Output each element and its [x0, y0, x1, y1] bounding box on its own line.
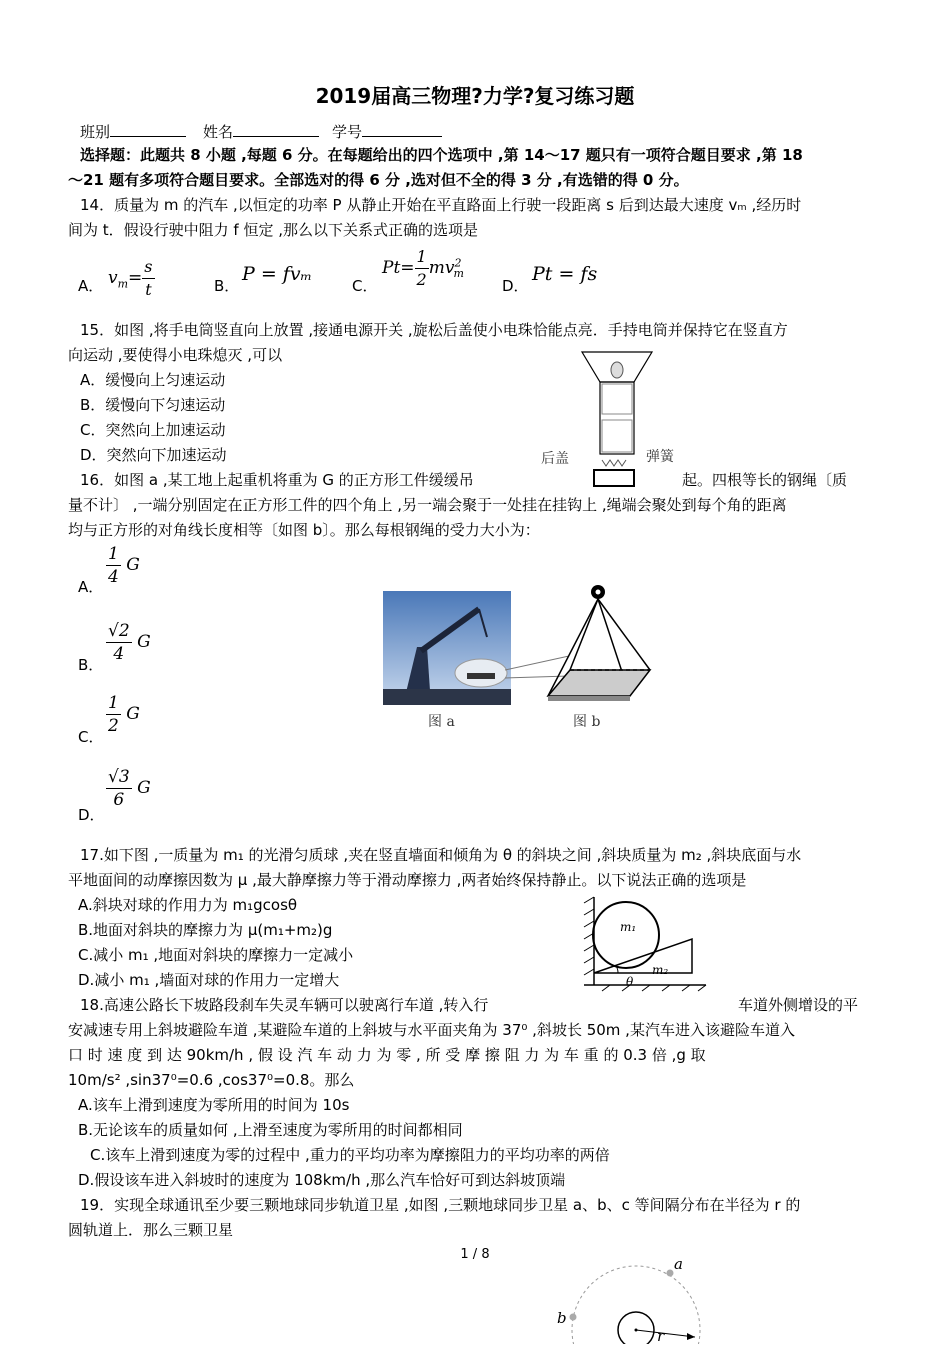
- flashlight-body: [600, 382, 634, 454]
- spring-label: 弹簧: [646, 449, 674, 465]
- q16-option-b-label[interactable]: B．: [78, 656, 104, 674]
- earth-icon: [618, 1312, 654, 1344]
- name-field[interactable]: [203, 122, 319, 142]
- q14-text-line-2: 间为 t．假设行驶中阻力 f 恒定 ,那么以下关系式正确的选项是: [68, 221, 479, 239]
- class-label: 班别: [80, 123, 111, 141]
- q16-b-den: 4: [113, 644, 125, 664]
- q18-option-a[interactable]: A.该车上滑到速度为零所用的时间为 10s: [78, 1096, 350, 1114]
- q16-option-c-label[interactable]: C．: [78, 728, 104, 746]
- battery-2: [602, 420, 632, 452]
- q16-text-line-1b: 起。四根等长的钢绳〔质: [682, 471, 848, 489]
- q15-text-line-2: 向运动 ,要使得小电珠熄灭 ,可以: [68, 346, 283, 364]
- q14-option-a-label[interactable]: A．: [78, 277, 104, 295]
- q17-text-line-2: 平地面间的动摩擦因数为 μ ,最大静摩擦力等于滑动摩擦力 ,两者始终保持静止。以下说法正确的选项是: [68, 871, 747, 889]
- q16-text-line-3: 均与正方形的对角线长度相等〔如图 b〕。那么每根钢绳的受力大小为：: [68, 521, 540, 539]
- q18-text-line-1a: 18.高速公路长下坡路段刹车失灵车辆可以驶离行车道 ,转入行: [80, 996, 489, 1014]
- q14-option-a-formula: $v_m=$ $\frac{s}{t}$: [108, 257, 153, 299]
- q14-option-d-formula: Pt = fs: [532, 263, 598, 285]
- q17-option-c[interactable]: C.减小 m₁ ,地面对斜块的摩擦力一定减小: [78, 946, 354, 964]
- q16-option-b-formula: [106, 620, 151, 665]
- q16-c-den: 2: [108, 716, 119, 736]
- q17-text-line-1: 17.如下图 ,一质量为 m₁ 的光滑匀质球 ,夹在竖直墙面和倾角为 θ 的斜块之间 ,斜块质量为 m₂ ,斜块底面与水: [80, 846, 802, 864]
- q16-option-a-label[interactable]: A．: [78, 578, 104, 596]
- fig-b-label: 图 b: [573, 714, 601, 730]
- satellite-a-label: a: [674, 1255, 683, 1273]
- crane-photo: [383, 591, 511, 705]
- student-id-field[interactable]: [332, 122, 442, 142]
- radius-label: r: [657, 1327, 665, 1345]
- q14-option-d-label[interactable]: D．: [502, 277, 529, 295]
- q18-text-line-1b: 车道外侧增设的平: [738, 996, 859, 1014]
- m1-label: m₁: [620, 920, 637, 934]
- q15-option-c[interactable]: C．突然向上加速运动: [80, 421, 226, 439]
- back-cover-label: 后盖: [541, 451, 569, 467]
- q19-text-line-2: 圆轨道上．那么三颗卫星: [68, 1221, 234, 1239]
- q14-text-line-1: 14．质量为 m 的汽车 ,以恒定的功率 P 从静止开始在平直路面上行驶一段距离 s 后到达最大速度 vₘ ,经历时: [80, 196, 802, 214]
- class-blank: [110, 122, 186, 137]
- q16-b-g: G: [137, 632, 151, 652]
- flashlight-figure: [580, 348, 660, 490]
- satellite-orbit-figure: [560, 1255, 710, 1344]
- q15-option-b[interactable]: B．缓慢向下匀速运动: [80, 396, 226, 414]
- page-title: 2019届高三物理?力学?复习练习题: [315, 84, 635, 108]
- q14-option-b-label[interactable]: B．: [214, 277, 240, 295]
- rope-pyramid-figure: [540, 582, 660, 708]
- ball-incline-figure: [580, 893, 710, 993]
- q16-d-num: √3: [108, 767, 130, 787]
- q16-a-num: 1: [108, 544, 119, 564]
- q15-text-line-1: 15．如图 ,将手电筒竖直向上放置 ,接通电源开关 ,旋松后盖使小电珠恰能点亮．手持电筒并保持它在竖直方: [80, 321, 788, 339]
- q18-option-d[interactable]: D.假设该车进入斜坡时的速度为 108km/h ,那么汽车恰好可到达斜坡顶端: [78, 1171, 566, 1189]
- page-number: 1 / 8: [460, 1247, 490, 1262]
- q16-a-den: 4: [108, 567, 119, 587]
- q16-c-num: 1: [108, 693, 119, 713]
- q18-option-b[interactable]: B.无论该车的质量如何 ,上滑至速度为零所用的时间都相同: [78, 1121, 463, 1139]
- name-blank: [233, 122, 319, 137]
- student-id-blank: [362, 122, 442, 137]
- q16-option-a-formula: [106, 543, 140, 588]
- satellite-b-label: b: [557, 1309, 567, 1327]
- q16-a-g: G: [126, 555, 140, 575]
- q14-option-c-formula: Pt= $\frac{1}{2}$ $mv^2_m$: [382, 247, 464, 289]
- class-field[interactable]: [80, 122, 186, 142]
- q16-text-line-2: 量不计〕 ,一端分别固定在正方形工件的四个角上 ,另一端会聚于一处挂在挂钩上 ,绳端会聚处到每个角的距离: [68, 496, 787, 514]
- q16-d-den: 6: [113, 790, 125, 810]
- q18-text-line-2: 安减速专用上斜坡避险车道 ,某避险车道的上斜坡与水平面夹角为 37⁰ ,斜坡长 50m ,某汽车进入该避险车道入: [68, 1021, 795, 1039]
- q17-option-b[interactable]: B.地面对斜块的摩擦力为 μ(m₁+m₂)g: [78, 921, 333, 939]
- q18-text-line-4: 10m/s² ,sin37⁰=0.6 ,cos37⁰=0.8。那么: [68, 1071, 355, 1089]
- instructions-line-1: 选择题：此题共 8 小题 ,每题 6 分。在每题给出的四个选项中 ,第 14～17 题只有一项符合题目要求 ,第 18: [80, 146, 803, 164]
- q16-option-d-formula: [106, 766, 151, 811]
- q18-option-c[interactable]: C.该车上滑到速度为零的过程中 ,重力的平均功率为摩擦阻力的平均功率的两倍: [90, 1146, 610, 1164]
- fig-a-label: 图 a: [428, 714, 455, 730]
- q16-c-g: G: [126, 704, 140, 724]
- q16-text-line-1a: 16．如图 a ,某工地上起重机将重为 G 的正方形工件缓缓吊: [80, 471, 474, 489]
- instructions-line-2: ～21 题有多项符合题目要求。全部选对的得 6 分 ,选对但不全的得 3 分 ,有选错的得 0 分。: [68, 171, 689, 189]
- satellite-b-icon: [570, 1314, 577, 1321]
- q14-option-b-formula: P = fvₘ: [242, 263, 313, 285]
- m2-label: m₂: [652, 963, 669, 977]
- back-cover: [594, 470, 634, 486]
- q18-text-line-3: 口 时 速 度 到 达 90km/h , 假 设 汽 车 动 力 为 零 , 所 受 摩 擦 阻 力 为 车 重 的 0.3 倍 ,g 取: [68, 1046, 706, 1064]
- q14-option-c-label[interactable]: C．: [352, 277, 378, 295]
- student-id-label: 学号: [332, 123, 363, 141]
- battery-1: [602, 384, 632, 414]
- q19-text-line-1: 19．实现全球通讯至少要三颗地球同步轨道卫星 ,如图 ,三颗地球同步卫星 a、b、c 等间隔分布在半径为 r 的: [80, 1196, 801, 1214]
- q15-option-d[interactable]: D．突然向下加速运动: [80, 446, 227, 464]
- bulb-icon: [611, 362, 623, 378]
- q17-option-d[interactable]: D.减小 m₁ ,墙面对球的作用力一定增大: [78, 971, 340, 989]
- theta-label: θ: [626, 975, 634, 989]
- q17-option-a[interactable]: A.斜块对球的作用力为 m₁gcosθ: [78, 896, 298, 914]
- satellite-a-icon: [667, 1270, 674, 1277]
- q16-d-g: G: [137, 778, 151, 798]
- q15-option-a[interactable]: A．缓慢向上匀速运动: [80, 371, 226, 389]
- name-label: 姓名: [203, 123, 234, 141]
- q16-b-num: √2: [108, 621, 130, 641]
- q16-option-c-formula: [106, 692, 140, 737]
- q16-option-d-label[interactable]: D．: [78, 806, 105, 824]
- spring-icon: [602, 460, 626, 466]
